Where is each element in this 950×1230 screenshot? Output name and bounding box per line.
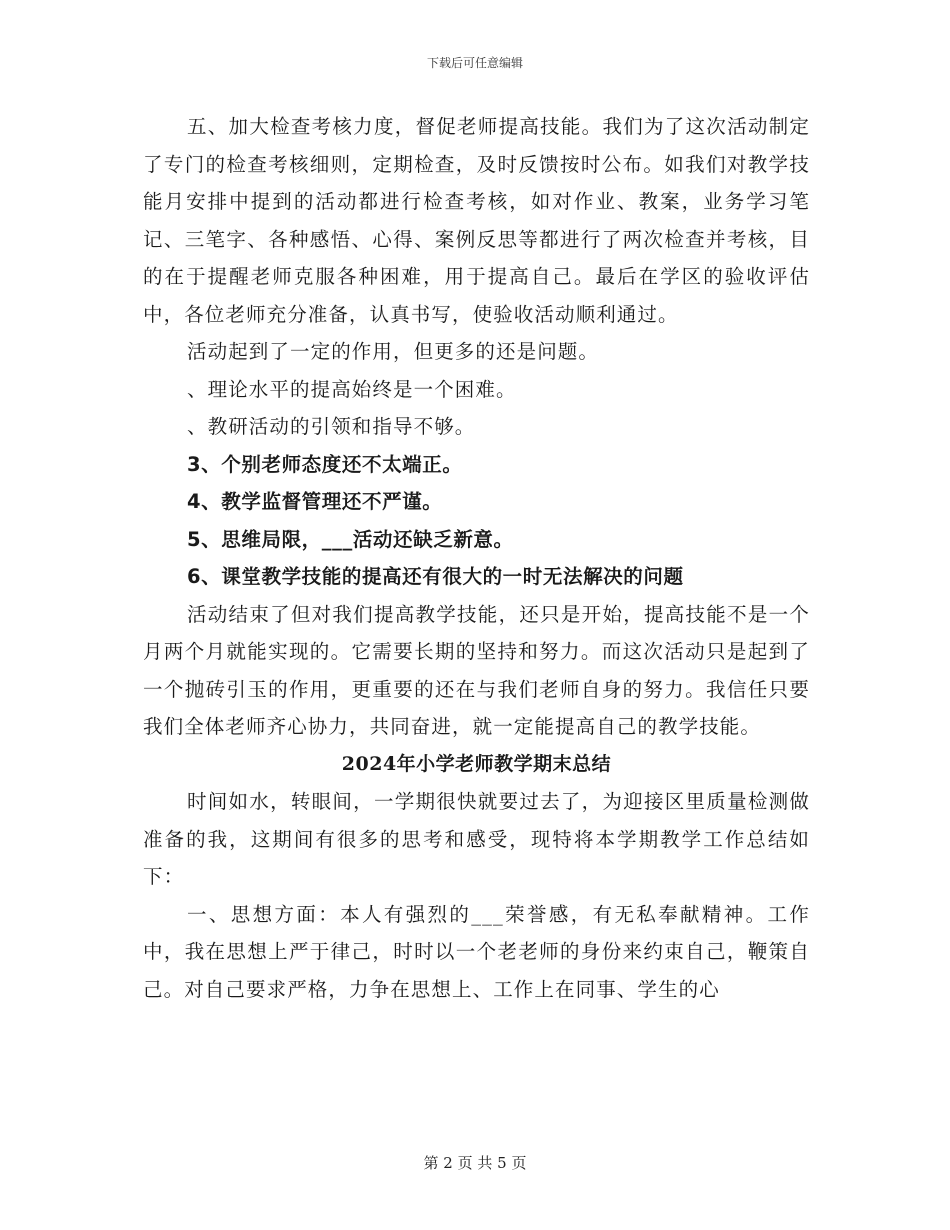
paragraph-inspection: 五、加大检查考核力度，督促老师提高技能。我们为了这次活动制定了专门的检查考核细则，定期检查，及时反馈按时公布。如我们对教学技能月安排中提到的活动都进行检查考核，如对作业、教案，业务学习笔记、三笔字、各种感悟、心得、案例反思等都进行了两次检查并考核，目的在于提醒老师克服各种困难，用于提高自己。最后在学区的验收评估中，各位老师充分准备，认真书写，使验收活动顺利通过。 <box>143 115 810 326</box>
section-title: 2024年小学老师教学期末总结 <box>341 752 612 775</box>
problem-item-3: 3、个别老师态度还不太端正。 <box>187 452 463 476</box>
paragraph-ideology: 一、思想方面：本人有强烈的___荣誉感，有无私奉献精神。工作中，我在思想上严于律己，时时以一个老老师的身份来约束自己，鞭策自己。对自己要求严格，力争在思想上、工作上在同事、学生的心 <box>143 902 810 1001</box>
page-header: 下载后可任意编辑 <box>426 56 523 70</box>
problem-item-2: 、教研活动的引领和指导不够。 <box>187 415 476 438</box>
problem-item-6: 6、课堂教学技能的提高还有很大的一时无法解决的问题 <box>187 565 684 588</box>
problem-item-1: 、理论水平的提高始终是一个困难。 <box>187 377 517 401</box>
problem-item-5: 5、思维局限，___活动还缺乏新意。 <box>187 527 514 551</box>
paragraph-conclusion: 活动结束了但对我们提高教学技能，还只是开始，提高技能不是一个月两个月就能实现的。它需要长期的坚持和努力。而这次活动只是起到了一个抛砖引玉的作用，更重要的还在与我们老师自身的努力。我信任只要我们全体老师齐心协力，共同奋进，就一定能提高自己的教学技能。 <box>143 602 810 738</box>
paragraph-problems-intro: 活动起到了一定的作用，但更多的还是问题。 <box>187 340 600 363</box>
paragraph-summary-intro: 时间如水，转眼间，一学期很快就要过去了，为迎接区里质量检测做准备的我，这期间有很多的思考和感受，现特将本学期教学工作总结如下： <box>143 790 810 888</box>
document-body <box>143 108 810 1008</box>
page-number: 第 2 页 共 5 页 <box>423 1154 527 1172</box>
problem-item-4: 4、教学监督管理还不严谨。 <box>187 490 443 513</box>
